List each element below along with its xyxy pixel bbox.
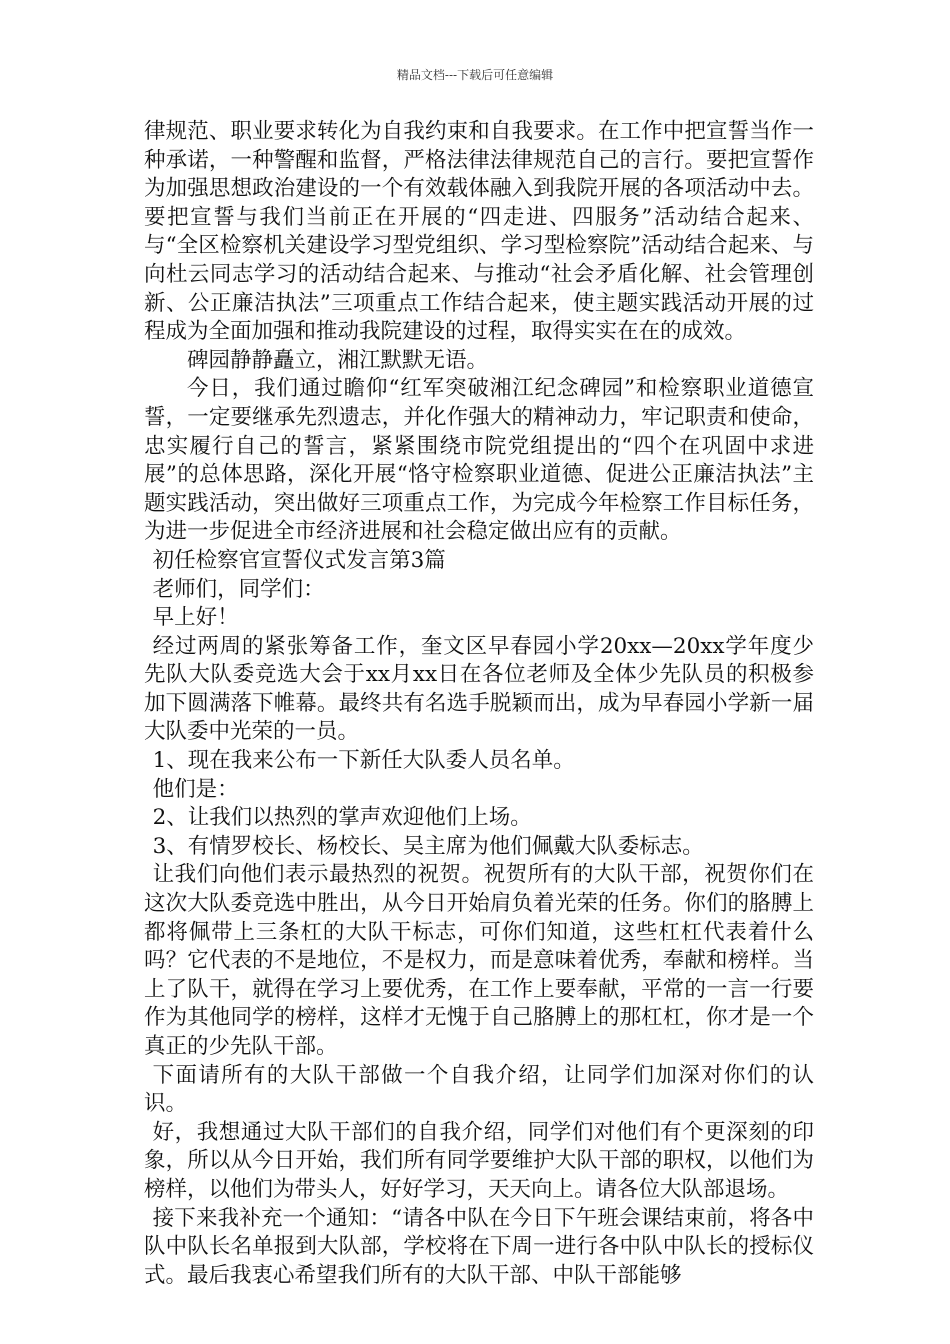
paragraph: 下面请所有的大队干部做一个自我介绍，让同学们加深对你们的认识。 xyxy=(144,1062,814,1117)
document-body xyxy=(144,118,814,1290)
paragraph: 好，我想通过大队干部们的自我介绍，同学们对他们有个更深刻的印象，所以从今日开始，我们所有同学要维护大队干部的职权，以他们为榜样，以他们为带头人，好好学习，天天向上。请各位大队部退场。 xyxy=(144,1119,814,1202)
greeting: 早上好！ xyxy=(152,605,239,631)
page-header: 精品文档---下载后可任意编辑 xyxy=(396,68,554,82)
paragraph: 让我们向他们表示最热烈的祝贺。祝贺所有的大队干部，祝贺你们在这次大队委竞选中胜出，从今日开始肩负着光荣的任务。你们的胳膊上都将佩带上三条杠的大队干标志，可你们知道，这些杠杠代表着什么吗？它代表的不是地位，不是权力，而是意味着优秀，奉献和榜样。当上了队干，就得在学习上要优秀，在工作上要奉献，平常的一言一行要作为其他同学的榜样，这样才无愧于自己胳膊上的那杠杠，你才是一个真正的少先队干部。 xyxy=(144,862,814,1059)
paragraph: 他们是： xyxy=(152,776,239,802)
paragraph: 律规范、职业要求转化为自我约束和自我要求。在工作中把宣誓当作一种承诺，一种警醒和监督，严格法律法律规范自己的言行。要把宣誓作为加强思想政治建设的一个有效载体融入到我院开展的各项活动中去。要把宣誓与我们当前正在开展的“四走进、四服务”活动结合起来、与“全区检察机关建设学习型党组织、学习型检察院”活动结合起来、与向杜云同志学习的活动结合起来、与推动“社会矛盾化解、社会管理创新、公正廉洁执法”三项重点工作结合起来，使主题实践活动开展的过程成为全面加强和推动我院建设的过程，取得实实在在的成效。 xyxy=(144,119,814,345)
list-item: 1、现在我来公布一下新任大队委人员名单。 xyxy=(152,748,575,774)
paragraph: 碑园静静矗立，湘江默默无语。 xyxy=(187,347,489,373)
salutation: 老师们，同学们： xyxy=(152,576,325,602)
list-item: 3、有情罗校长、杨校长、吴主席为他们佩戴大队委标志。 xyxy=(152,833,704,859)
paragraph: 今日，我们通过瞻仰“红军突破湘江纪念碑园”和检察职业道德宣誓，一定要继承先烈遗志，并化作强大的精神动力，牢记职责和使命，忠实履行自己的誓言，紧紧围绕市院党组提出的“四个在巩固中求进展”的总体思路，深化开展“恪守检察职业道德、促进公正廉洁执法”主题实践活动，突出做好三项重点工作，为完成今年检察工作目标任务，为进一步促进全市经济进展和社会稳定做出应有的贡献。 xyxy=(144,376,814,545)
list-item: 2、让我们以热烈的掌声欢迎他们上场。 xyxy=(152,805,532,831)
section-heading: 初任检察官宣誓仪式发言第3篇 xyxy=(152,547,446,573)
paragraph: 经过两周的紧张筹备工作，奎文区早春园小学20xx—20xx学年度少先队大队委竞选大会于xx月xx日在各位老师及全体少先队员的积极参加下圆满落下帷幕。最终共有名选手脱颖而出，成为早春园小学新一届大队委中光荣的一员。 xyxy=(144,633,814,745)
paragraph: 接下来我补充一个通知：“请各中队在今日下午班会课结束前，将各中队中队长名单报到大队部，学校将在下周一进行各中队中队长的授标仪式。最后我衷心希望我们所有的大队干部、中队干部能够 xyxy=(144,1205,814,1288)
